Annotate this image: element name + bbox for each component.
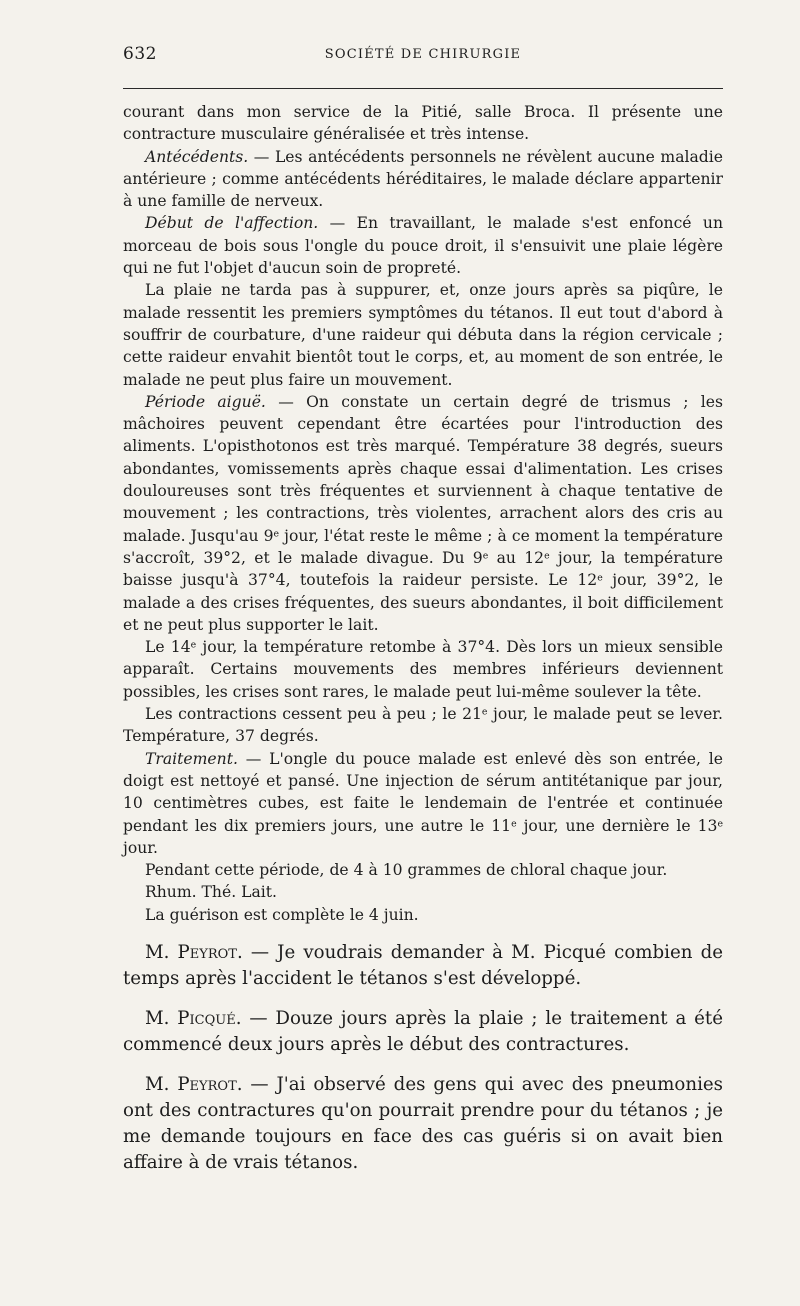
p14-text-2: jour, la température retombe à 37°4. Dès lors un mieux sensible apparaît. Certains mouvements des membres inférieurs deviennent possibles, les crises sont rares, le malade peut lui-même soulever la tête.	[123, 638, 724, 701]
p21-text-2: jour, le malade peut se lever. Température, 37 degrés.	[123, 705, 724, 746]
paragraph-traitement	[123, 748, 723, 859]
traitement-text-2: jour, une dernière le 13	[516, 816, 718, 835]
paragraph-21e-jour	[123, 703, 723, 748]
paragraph-plaie: La plaie ne tarda pas à suppurer, et, onze jours après sa piqûre, le malade ressentit les premiers symptômes du tétanos. Il eut tout d'abord à souffrir de courbature, d'une raideur qui débuta dans la région cervicale ; cette raideur envahit bientôt tout le corps, et, au moment de son entrée, le malade ne peut plus faire un mouvement.	[123, 281, 723, 389]
paragraph-14e-jour	[123, 636, 723, 703]
speaker-title: M.	[145, 941, 170, 963]
periode-sup-1: e	[273, 527, 280, 539]
periode-text-3: au 12	[488, 548, 545, 567]
discussion-text: . — Douze jours après la plaie ; le traitement a été commencé deux jours après le début des contractures.	[123, 1007, 723, 1055]
paragraph-periode-aigue	[123, 391, 723, 636]
discussion-text: . — J'ai observé des gens qui avec des pneumonies ont des contractures qu'on pourrait prendre pour du tétanos ; je me demande toujours en face des cas guéris si on avait bien affaire à de vrais tétanos.	[123, 1073, 723, 1173]
section-label-antecedents: Antécédents.	[145, 147, 249, 166]
periode-text-5: jour, 39°2, le malade a des crises fréquentes, des sueurs abondantes, il boit difficilement et ne peut plus supporter le lait.	[123, 571, 723, 634]
periode-text-2: jour, l'état reste le même ; à ce moment la température s'accroît, 39°2, et le malade divague. Du 9	[123, 526, 723, 567]
traitement-sup-2: e	[717, 817, 723, 829]
periode-sup-4: e	[597, 572, 603, 584]
traitement-sup-1: e	[511, 817, 517, 829]
debut-text: — En travaillant, le malade s'est enfoncé un morceau de bois sous l'ongle du pouce droit, il s'ensuivit une plaie légère qui ne fut l'objet d'aucun soin de propreté.	[123, 214, 723, 278]
periode-sup-3: e	[544, 550, 550, 562]
speaker-name: Peyrot	[177, 941, 237, 963]
discussion-entry-peyrot-1	[123, 940, 723, 992]
section-label-debut: Début de l'affection.	[145, 214, 319, 233]
body-text	[123, 101, 723, 1190]
paragraph-antecedents	[123, 146, 723, 213]
speaker-title: M.	[145, 1073, 170, 1095]
case-report	[123, 101, 723, 926]
paragraph-guerison: La guérison est complète le 4 juin.	[145, 905, 419, 924]
header-rule	[123, 88, 723, 89]
discussion	[123, 940, 723, 1176]
speaker-title: M.	[145, 1007, 170, 1029]
paragraph-debut	[123, 212, 723, 279]
periode-sup-2: e	[482, 550, 489, 562]
page-header	[123, 44, 723, 70]
discussion-entry-picque	[123, 1006, 723, 1058]
paragraph-opening: courant dans mon service de la Pitié, salle Broca. Il présente une contracture musculaire généralisée et très intense.	[123, 103, 723, 144]
traitement-text-1: — L'ongle du pouce malade est enlevé dès son entrée, le doigt est nettoyé et pansé. Une injection de sérum antitétanique par jour, 10 centimètres cubes, est faite le lendemain de l'entrée et continuée pendant les dix premiers jours, une autre le 11	[123, 749, 723, 835]
p14-sup: e	[190, 639, 197, 651]
traitement-text-3: jour.	[123, 838, 158, 857]
running-title: SOCIÉTÉ DE CHIRURGIE	[324, 47, 522, 62]
section-label-periode: Période aiguë.	[145, 392, 266, 411]
discussion-entry-peyrot-2	[123, 1072, 723, 1176]
paragraph-chloral: Pendant cette période, de 4 à 10 grammes de chloral chaque jour.	[145, 861, 668, 880]
speaker-name: Peyrot	[177, 1073, 237, 1095]
p14-text-1: Le 14	[145, 638, 191, 657]
p21-text-1: Les contractions cessent peu à peu ; le 21	[145, 705, 482, 724]
page-number: 632	[123, 44, 157, 64]
antecedents-text: — Les antécédents personnels ne révèlent aucune maladie antérieure ; comme antécédents héréditaires, le malade déclare appartenir à une famille de nerveux.	[123, 147, 723, 211]
periode-text-4: jour, la température baisse jusqu'à 37°4, toutefois la raideur persiste. Le 12	[123, 548, 723, 590]
paragraph-rhum: Rhum. Thé. Lait.	[145, 883, 277, 902]
section-label-traitement: Traitement.	[145, 749, 238, 768]
speaker-name: Picqué	[177, 1007, 236, 1029]
periode-text-1: — On constate un certain degré de trismus ; les mâchoires peuvent cependant être écartées pour l'introduction des aliments. L'opisthotonos est très marqué. Température 38 degrés, sueurs abondantes, vomissements après chaque essai d'alimentation. Les crises douloureuses sont très fréquentes et surviennent à chaque tentative de mouvement ; les contractions, très violentes, arrachent alors des cris au malade. Jusqu'au 9	[123, 392, 723, 545]
p21-sup: e	[481, 706, 488, 718]
discussion-text: . — Je voudrais demander à M. Picqué combien de temps après l'accident le tétanos s'est développé.	[123, 941, 723, 989]
